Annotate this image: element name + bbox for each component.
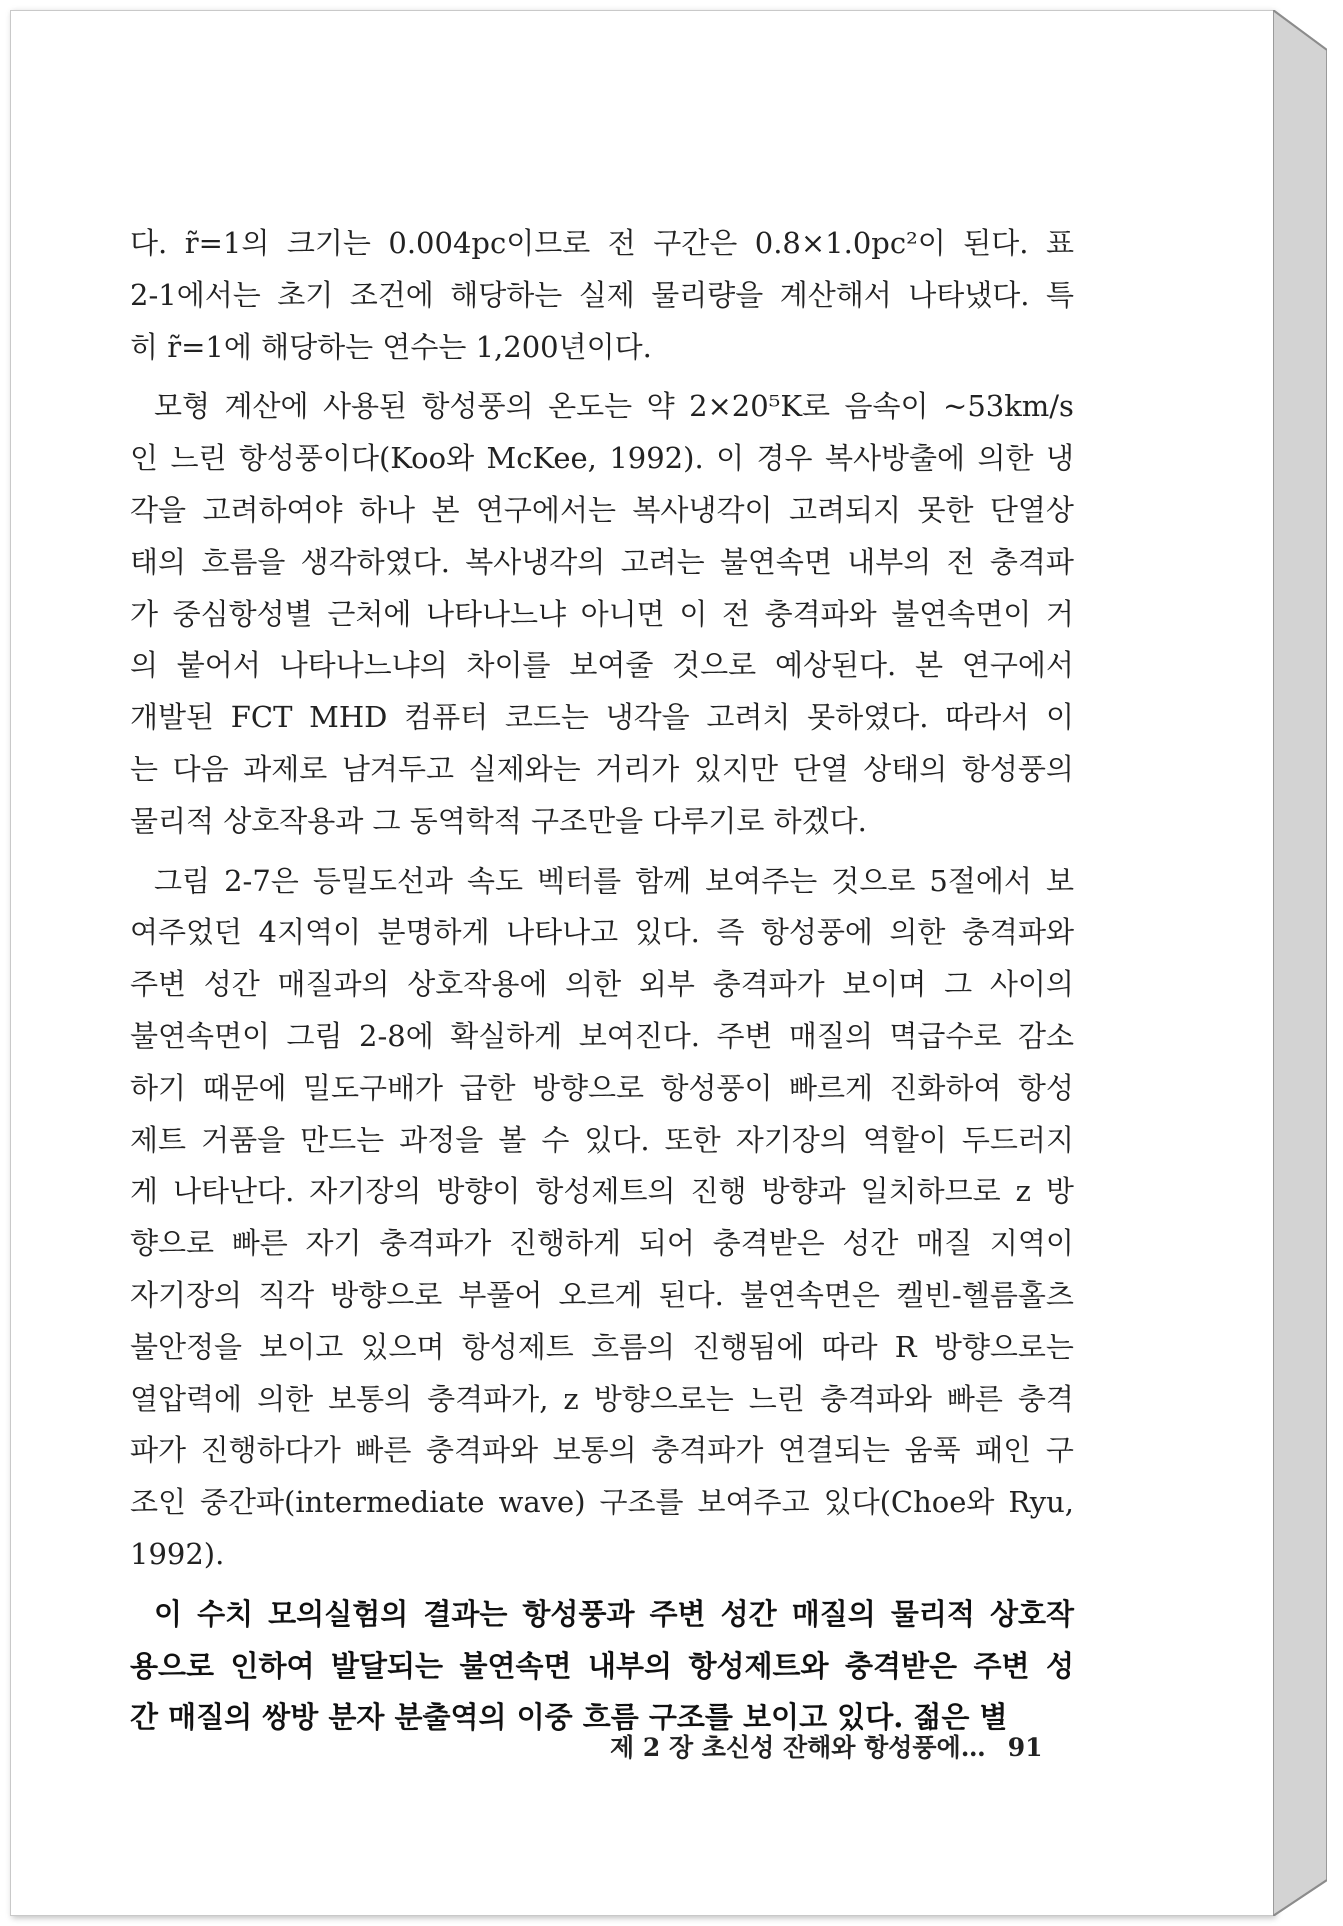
- word: 충격파가: [379, 1226, 492, 1261]
- word: 빠르게: [788, 1070, 873, 1105]
- word: 흐름을: [201, 544, 286, 579]
- word: 1992).: [609, 441, 704, 476]
- word: R: [894, 1329, 917, 1364]
- paragraph: [130, 381, 1074, 847]
- word: 의한: [257, 1381, 314, 1416]
- word: 또한: [664, 1122, 721, 1157]
- word: 매질: [916, 1226, 973, 1261]
- text-line: 1992).: [130, 1536, 225, 1571]
- word: 그: [944, 967, 973, 1002]
- page-footer: [610, 1728, 1054, 1764]
- word: 컴퓨터: [404, 700, 489, 735]
- word: 진행하게: [509, 1226, 622, 1261]
- word: 복사냉각이: [632, 492, 773, 527]
- text-line: [130, 433, 1074, 485]
- word: 다.: [130, 226, 168, 260]
- word: 내부의: [587, 1648, 673, 1683]
- word: 충격파가,: [427, 1381, 549, 1416]
- word: 냉각을: [605, 700, 690, 735]
- page-number: 91: [1007, 1733, 1043, 1762]
- word: 따라: [821, 1329, 878, 1364]
- word: 실제: [578, 277, 635, 312]
- word: 못한: [917, 492, 974, 527]
- word: 복사방출에: [824, 441, 966, 476]
- word: 보통의: [328, 1381, 413, 1416]
- paragraph-gap: [130, 848, 1074, 856]
- word: 다음: [172, 751, 229, 786]
- word: 제트: [130, 1122, 187, 1157]
- word: 전: [721, 596, 750, 631]
- word: 의한: [977, 441, 1034, 476]
- word: 자기장의: [130, 1277, 243, 1312]
- paragraph: [130, 218, 1074, 373]
- word: 충격받은: [844, 1648, 958, 1683]
- word: z: [1015, 1174, 1031, 1209]
- word: 충격받은: [712, 1226, 825, 1261]
- word: 볼: [498, 1122, 527, 1157]
- word: 나타나느냐의: [279, 648, 448, 683]
- word: 구: [1045, 1433, 1074, 1468]
- text-line: 간 매질의 쌍방 분자 분출역의 이중 흐름 구조를 보이고 있다. 젊은 별: [130, 1700, 1008, 1735]
- word: 켈빈-헬름홀츠: [896, 1277, 1074, 1312]
- word: 충격: [1017, 1381, 1074, 1416]
- word: 벡터를: [537, 863, 622, 898]
- word: 과제로: [243, 751, 328, 786]
- word: 사이의: [989, 967, 1074, 1002]
- word: 인: [130, 441, 159, 476]
- word: 방향으로는: [933, 1329, 1074, 1364]
- word: 성간: [842, 1226, 899, 1261]
- word: 방: [1045, 1174, 1074, 1209]
- word: 차이를: [466, 648, 551, 683]
- word: 2×20⁵K로: [689, 389, 831, 424]
- word: 모의실험의: [268, 1596, 409, 1631]
- word: 거품을: [201, 1122, 286, 1157]
- word: 연구에서는: [475, 492, 616, 527]
- text-line: [130, 381, 1074, 433]
- word: 항성풍에: [760, 915, 873, 950]
- word: 흐름의: [591, 1329, 676, 1364]
- word: Ryu,: [1008, 1485, 1074, 1520]
- word: 복사냉각의: [465, 544, 606, 579]
- word: 고려하여야: [202, 492, 343, 527]
- paragraph-gap: [130, 373, 1074, 381]
- text-line: [130, 270, 1074, 322]
- text-line: 히 r̃=1에 해당하는 연수는 1,200년이다.: [130, 329, 652, 364]
- word: 직각: [258, 1277, 315, 1312]
- word: 거: [1045, 596, 1074, 631]
- word: 이: [154, 1596, 183, 1631]
- word: 때문에: [202, 1070, 287, 1105]
- word: 중심항성별: [172, 596, 313, 631]
- word: 발달되는: [330, 1648, 444, 1683]
- word: 즉: [716, 915, 745, 950]
- word: 온도는: [548, 389, 633, 424]
- word: ~53km/s: [943, 389, 1074, 424]
- word: 조인: [130, 1485, 187, 1520]
- word: 계산해서: [779, 277, 892, 312]
- word: 일치하므로: [860, 1174, 1001, 1209]
- word: 느린: [748, 1381, 805, 1416]
- word: 아니면: [580, 596, 665, 631]
- word: 못하였다.: [807, 700, 929, 735]
- word: 물리적: [890, 1596, 975, 1631]
- word: 따라서: [945, 700, 1030, 735]
- text-line: 물리적 상호작용과 그 동역학적 구조만을 다루기로 하겠다.: [130, 803, 867, 838]
- word: 나타나느냐: [425, 596, 567, 631]
- word: 열압력에: [130, 1381, 243, 1416]
- word: 나타난다.: [173, 1174, 295, 1209]
- word: 불안정을: [130, 1329, 243, 1364]
- word: 오르게: [558, 1277, 643, 1312]
- word: 남겨두고: [341, 751, 454, 786]
- word: FCT: [230, 700, 293, 735]
- word: 항성풍의: [961, 751, 1074, 786]
- word: 0.8×1.0pc²이: [754, 226, 946, 260]
- word: 의: [130, 648, 159, 683]
- word: 진화하여: [889, 1070, 1002, 1105]
- word: 역할이: [862, 1122, 947, 1157]
- running-head: 제 2 장 초신성 잔해와 항성풍에…: [610, 1733, 986, 1762]
- word: 밀도구배가: [302, 1070, 444, 1105]
- word: 성간: [720, 1596, 777, 1631]
- word: 방향이: [436, 1174, 521, 1209]
- word: 각을: [130, 492, 187, 527]
- word: 의한: [565, 967, 622, 1002]
- word: 냉: [1045, 441, 1074, 476]
- word: 본: [915, 648, 944, 683]
- word: 충격파와: [425, 1433, 539, 1468]
- paragraph: [130, 856, 1074, 1581]
- word: 중간파(intermediate: [200, 1485, 485, 1520]
- text-line: [130, 959, 1074, 1011]
- word: 불연속면: [719, 544, 832, 579]
- word: 예상된다.: [774, 648, 897, 683]
- word: 자기장의: [309, 1174, 422, 1209]
- text-line: [130, 692, 1074, 744]
- word: 모형: [154, 389, 211, 424]
- text-line: [130, 1063, 1074, 1115]
- word: 있으며: [360, 1329, 445, 1364]
- word: 단열상: [989, 492, 1074, 527]
- text-line: [130, 907, 1074, 959]
- word: 자기장의: [735, 1122, 848, 1157]
- word: z: [563, 1381, 579, 1416]
- word: 2-8에: [359, 1018, 434, 1053]
- word: 항성제트의: [535, 1174, 676, 1209]
- word: 본: [431, 492, 460, 527]
- word: 약: [646, 389, 675, 424]
- paragraph: [130, 1589, 1074, 1744]
- word: 급한: [459, 1070, 516, 1105]
- page-edge-graphic: [1273, 10, 1327, 1916]
- word: 코드는: [504, 700, 589, 735]
- word: 멱급수로: [889, 1018, 1002, 1053]
- word: 방향으로는: [593, 1381, 734, 1416]
- page-stack-edge: [1273, 10, 1327, 1916]
- word: 방향으로: [531, 1070, 644, 1105]
- word: 초기: [277, 277, 334, 312]
- word: 조건에: [349, 277, 434, 312]
- text-line: [130, 1322, 1074, 1374]
- word: 되어: [638, 1226, 695, 1261]
- word: 빠른: [231, 1226, 288, 1261]
- word: 나타나고: [506, 915, 619, 950]
- word: 고려되지: [788, 492, 901, 527]
- word: 성간: [203, 967, 260, 1002]
- text-line: [130, 1477, 1074, 1529]
- word: 불연속면이: [130, 1018, 271, 1053]
- word: 2-1에서는: [130, 277, 261, 312]
- word: 감소: [1017, 1018, 1074, 1053]
- word: 구조를: [599, 1485, 684, 1520]
- word: 보여줄: [569, 648, 654, 683]
- word: 방향과: [761, 1174, 846, 1209]
- word: 주변: [649, 1596, 706, 1631]
- word: 고려치: [706, 700, 791, 735]
- word: 항성풍과: [522, 1596, 635, 1631]
- word: 함께: [635, 863, 692, 898]
- word: 있다(Choe와: [823, 1485, 995, 1520]
- word: MHD: [309, 700, 388, 735]
- word: 항성풍의: [421, 389, 534, 424]
- word: 불연속면은: [739, 1277, 880, 1312]
- word: 하나: [358, 492, 416, 527]
- word: 음속이: [844, 389, 929, 424]
- word: 이: [1045, 700, 1074, 735]
- word: 수: [541, 1122, 570, 1157]
- word: 향으로: [130, 1226, 215, 1261]
- word: 구간은: [653, 226, 738, 260]
- text-line: [130, 1166, 1074, 1218]
- word: 붙어서: [176, 648, 261, 683]
- word: 해당하는: [450, 277, 563, 312]
- word: 항성풍이: [660, 1070, 773, 1105]
- word: 지역이: [989, 1226, 1074, 1261]
- word: 실제와는: [468, 751, 581, 786]
- word: 속도: [466, 863, 523, 898]
- word: wave): [498, 1485, 586, 1520]
- word: 2-7은: [224, 863, 299, 898]
- word: 보이고: [259, 1329, 344, 1364]
- word: 충격파가: [651, 1433, 764, 1468]
- word: 나타냈다.: [908, 277, 1030, 312]
- word: 것으로: [831, 863, 916, 898]
- word: 빠른: [946, 1381, 1003, 1416]
- text-line: [130, 1270, 1074, 1322]
- word: 방향으로: [330, 1277, 443, 1312]
- word: 것으로: [672, 648, 757, 683]
- word: 불연속면이: [891, 596, 1032, 631]
- word: 경우: [756, 441, 813, 476]
- word: 용으로: [130, 1648, 215, 1683]
- word: 매질의: [788, 1018, 873, 1053]
- word: 만드는: [300, 1122, 385, 1157]
- word: 된다.: [658, 1277, 724, 1312]
- word: 보여진다.: [578, 1018, 700, 1053]
- word: 내부의: [847, 544, 932, 579]
- text-line: [130, 1641, 1074, 1693]
- text-line: [130, 589, 1074, 641]
- word: 보여주는: [705, 863, 818, 898]
- word: 보이며: [842, 967, 927, 1002]
- word: 결과는: [423, 1596, 508, 1631]
- text-line: [130, 1011, 1074, 1063]
- word: 진행: [690, 1174, 747, 1209]
- word: 0.004pc이므로: [388, 226, 591, 260]
- word: 느린: [170, 441, 227, 476]
- word: 매질과의: [277, 967, 390, 1002]
- text-line: [130, 1374, 1074, 1426]
- word: 매질의: [791, 1596, 876, 1631]
- word: 4지역이: [258, 915, 362, 950]
- word: 계산에: [224, 389, 309, 424]
- word: 고려는: [620, 544, 705, 579]
- word: 는: [130, 751, 159, 786]
- text-line: [130, 1218, 1074, 1270]
- word: 항성: [1017, 1070, 1074, 1105]
- word: 사용된: [323, 389, 408, 424]
- word: 5절에서: [929, 863, 1032, 898]
- word: 상호작용에: [407, 967, 548, 1002]
- text-line: [130, 485, 1074, 537]
- word: 여주었던: [130, 915, 243, 950]
- word: 확실하게: [450, 1018, 563, 1053]
- word: 그림: [286, 1018, 343, 1053]
- word: 진행하다가: [200, 1433, 341, 1468]
- word: 빠른: [355, 1433, 412, 1468]
- word: 인하여: [230, 1648, 315, 1683]
- word: r̃=1의: [184, 226, 270, 260]
- word: 움푹: [904, 1433, 961, 1468]
- word: 특: [1045, 277, 1074, 312]
- text-line: [130, 537, 1074, 589]
- word: 성: [1045, 1648, 1074, 1683]
- word: 충격파와: [961, 915, 1074, 950]
- word: 항성제트와: [688, 1648, 829, 1683]
- paragraph-gap: [130, 1581, 1074, 1589]
- word: 단열: [792, 751, 849, 786]
- word: 파가: [130, 1433, 187, 1468]
- word: 충격파와: [819, 1381, 932, 1416]
- text-line: [130, 856, 1074, 908]
- word: 근처에: [327, 596, 412, 631]
- word: 충격파가: [712, 967, 825, 1002]
- word: 주변: [130, 967, 187, 1002]
- word: 외부: [638, 967, 695, 1002]
- word: 보여주고: [697, 1485, 810, 1520]
- word: 두드러지: [961, 1122, 1074, 1157]
- word: 연결되는: [777, 1433, 891, 1468]
- word: 이: [679, 596, 708, 631]
- word: 크기는: [286, 226, 371, 260]
- word: 주변: [716, 1018, 773, 1053]
- word: McKee,: [486, 441, 597, 476]
- word: 개발된: [130, 700, 215, 735]
- word: 자기: [305, 1226, 362, 1261]
- word: 있다.: [584, 1122, 650, 1157]
- text-line: [130, 218, 1074, 270]
- word: 하기: [130, 1070, 187, 1105]
- word: 거리가: [595, 751, 680, 786]
- text-line: [130, 1425, 1074, 1477]
- text-line: [130, 1115, 1074, 1167]
- word: 충격파와: [764, 596, 877, 631]
- word: 물리량을: [651, 277, 764, 312]
- word: 충격파: [989, 544, 1074, 579]
- word: 상호작: [989, 1596, 1074, 1631]
- word: 보: [1045, 863, 1074, 898]
- word: 이: [716, 441, 745, 476]
- word: 가: [130, 596, 159, 631]
- text-line: [130, 640, 1074, 692]
- body-text: [130, 218, 1074, 1744]
- word: 항성제트: [461, 1329, 574, 1364]
- text-line: [130, 1589, 1074, 1641]
- word: 상태의: [863, 751, 948, 786]
- word: 전: [946, 544, 975, 579]
- word: 전: [607, 226, 636, 260]
- word: 주변: [973, 1648, 1030, 1683]
- word: 태의: [130, 544, 187, 579]
- word: 불연속면: [459, 1648, 572, 1683]
- word: 있다.: [634, 915, 700, 950]
- word: 수치: [197, 1596, 254, 1631]
- word: 부풀어: [458, 1277, 543, 1312]
- word: 게: [130, 1174, 159, 1209]
- word: 보통의: [552, 1433, 637, 1468]
- word: 과정을: [399, 1122, 484, 1157]
- text-line: [130, 744, 1074, 796]
- word: 생각하였다.: [300, 544, 450, 579]
- word: 표: [1045, 226, 1074, 260]
- word: 의한: [889, 915, 946, 950]
- word: 있지만: [693, 751, 778, 786]
- word: 분명하게: [377, 915, 490, 950]
- word: 연구에서: [961, 648, 1074, 683]
- word: 항성풍이다(Koo와: [238, 441, 475, 476]
- word: 진행됨에: [692, 1329, 805, 1364]
- word: 그림: [154, 863, 211, 898]
- word: 등밀도선과: [312, 863, 453, 898]
- word: 된다.: [963, 226, 1029, 260]
- word: 패인: [975, 1433, 1032, 1468]
